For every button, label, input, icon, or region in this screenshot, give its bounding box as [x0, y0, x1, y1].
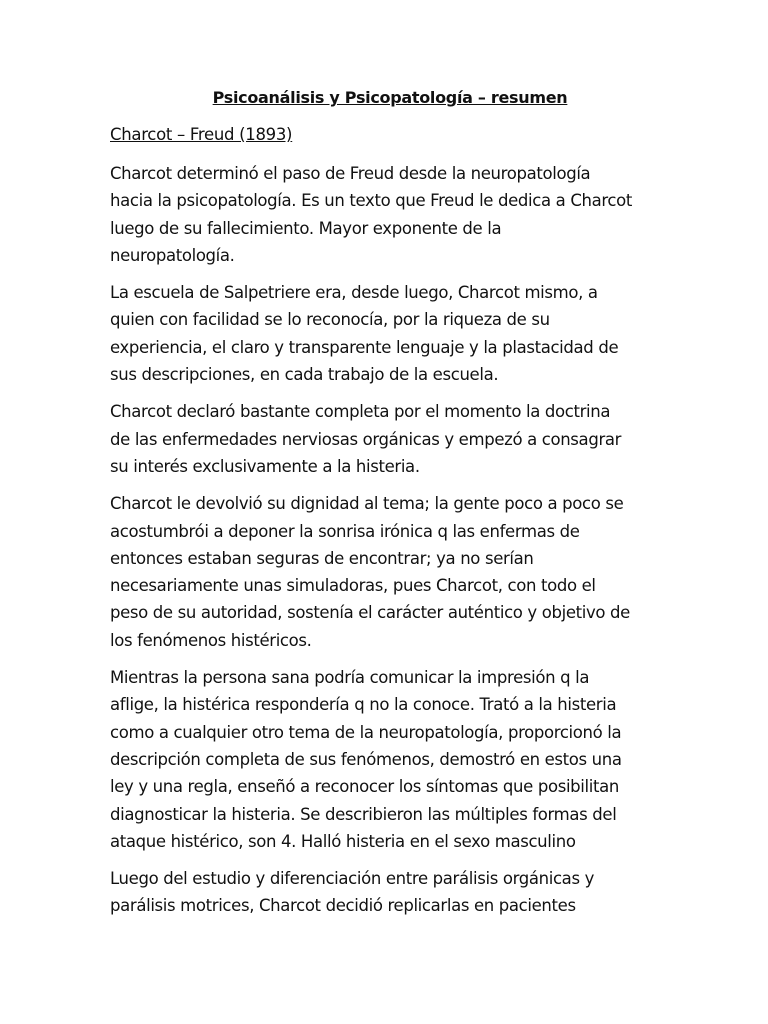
text-line: como a cualquier otro tema de la neuropatología, proporcionó la: [110, 722, 622, 742]
text-line: Luego del estudio y diferenciación entre parálisis orgánicas y: [110, 869, 594, 889]
text-line: neuropatología.: [110, 245, 235, 265]
text-line: los fenómenos histéricos.: [110, 630, 312, 650]
paragraph-5: [110, 664, 670, 855]
section-heading: Charcot – Freud (1893): [110, 125, 293, 144]
text-line: descripción completa de sus fenómenos, demostró en estos una: [110, 749, 622, 769]
text-line: Charcot le devolvió su dignidad al tema; la gente poco a poco se: [110, 494, 624, 514]
paragraph-6: [110, 865, 670, 920]
text-line: aflige, la histérica respondería q no la conoce. Trató a la histeria: [110, 695, 617, 715]
text-line: sus descripciones, en cada trabajo de la escuela.: [110, 365, 499, 385]
text-line: La escuela de Salpetriere era, desde luego, Charcot mismo, a: [110, 283, 598, 303]
text-line: acostumbrói a deponer la sonrisa irónica q las enfermas de: [110, 521, 580, 541]
text-line: experiencia, el claro y transparente lenguaje y la plastacidad de: [110, 337, 619, 357]
text-line: necesariamente unas simuladoras, pues Charcot, con todo el: [110, 576, 596, 596]
text-line: de las enfermedades nerviosas orgánicas y empezó a consagrar: [110, 429, 622, 449]
text-line: ley y una regla, enseñó a reconocer los síntomas que posibilitan: [110, 777, 620, 797]
text-line: entonces estaban seguras de encontrar; ya no serían: [110, 548, 534, 568]
paragraph-2: [110, 279, 670, 388]
document-body: [110, 86, 670, 930]
text-line: quien con facilidad se lo reconocía, por la riqueza de su: [110, 310, 550, 330]
text-line: luego de su fallecimiento. Mayor exponente de la: [110, 218, 502, 238]
text-line: hacia la psicopatología. Es un texto que Freud le dedica a Charcot: [110, 191, 633, 211]
paragraph-3: [110, 398, 670, 480]
text-line: su interés exclusivamente a la histeria.: [110, 456, 420, 476]
text-line: ataque histérico, son 4. Halló histeria en el sexo masculino: [110, 831, 576, 851]
text-line: Charcot determinó el paso de Freud desde la neuropatología: [110, 164, 591, 183]
text-line: Mientras la persona sana podría comunicar la impresión q la: [110, 668, 590, 688]
text-line: parálisis motrices, Charcot decidió replicarlas en pacientes: [110, 896, 576, 916]
paragraph-4: [110, 490, 670, 654]
text-line: peso de su autoridad, sostenía el carácter auténtico y objetivo de: [110, 603, 630, 623]
text-line: diagnosticar la histeria. Se describieron las múltiples formas del: [110, 804, 617, 824]
document-title: Psicoanálisis y Psicopatología – resumen: [212, 88, 568, 107]
text-line: Charcot declaró bastante completa por el momento la doctrina: [110, 402, 611, 422]
paragraph-1: [110, 160, 670, 269]
